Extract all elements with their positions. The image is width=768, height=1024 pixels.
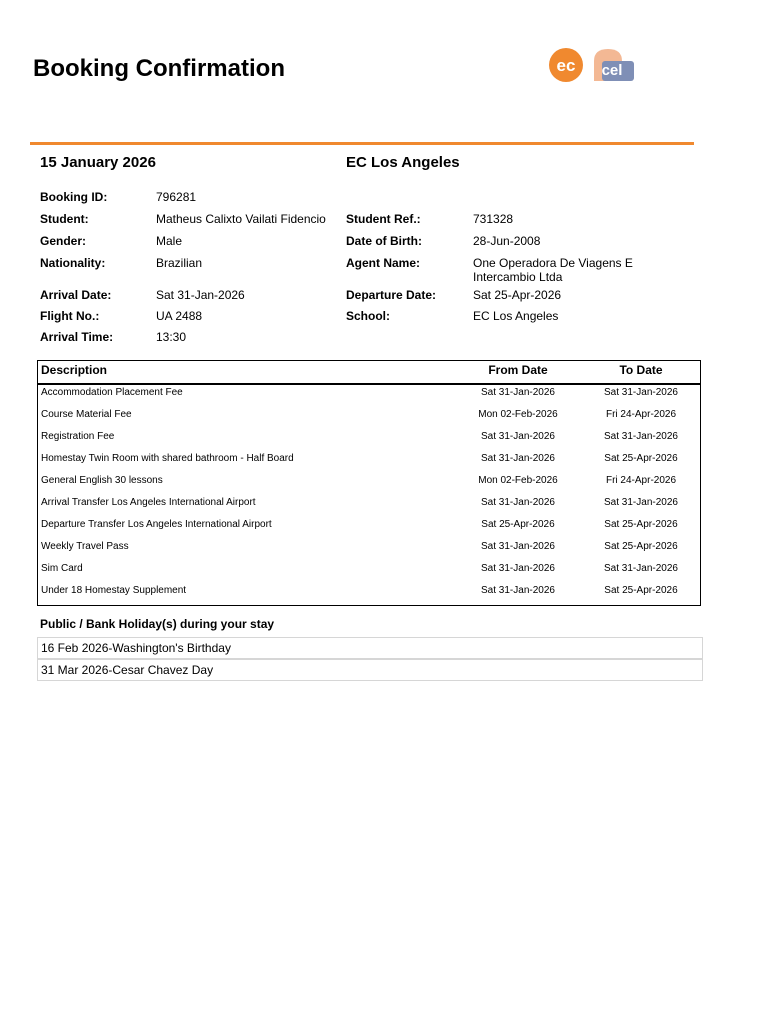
row-from-date: Sat 31-Jan-2026 bbox=[481, 431, 555, 442]
arrival-date-label: Arrival Date: bbox=[40, 288, 112, 302]
confirmation-date: 15 January 2026 bbox=[40, 154, 156, 171]
row-to-date: Sat 31-Jan-2026 bbox=[604, 431, 678, 442]
school-heading: EC Los Angeles bbox=[346, 154, 460, 171]
school-label: School: bbox=[346, 309, 390, 323]
table-row bbox=[38, 561, 700, 583]
row-description: Weekly Travel Pass bbox=[41, 541, 129, 552]
row-from-date: Sat 31-Jan-2026 bbox=[481, 563, 555, 574]
arrival-time-value: 13:30 bbox=[156, 330, 187, 344]
table-row bbox=[38, 539, 700, 561]
row-to-date: Sat 25-Apr-2026 bbox=[604, 519, 678, 530]
flight-label: Flight No.: bbox=[40, 309, 100, 323]
holidays-title: Public / Bank Holiday(s) during your stay bbox=[40, 617, 275, 631]
dob-label: Date of Birth: bbox=[346, 234, 422, 248]
nationality-label: Nationality: bbox=[40, 256, 106, 270]
table-row bbox=[38, 451, 700, 473]
svg-text:ec: ec bbox=[556, 56, 576, 75]
row-to-date: Sat 31-Jan-2026 bbox=[604, 387, 678, 398]
row-to-date: Sat 25-Apr-2026 bbox=[604, 585, 678, 596]
table-row bbox=[38, 473, 700, 495]
header-divider bbox=[30, 142, 694, 145]
row-from-date: Sat 31-Jan-2026 bbox=[481, 497, 555, 508]
row-to-date: Sat 25-Apr-2026 bbox=[604, 541, 678, 552]
row-from-date: Mon 02-Feb-2026 bbox=[478, 475, 558, 486]
table-row bbox=[38, 429, 700, 451]
row-description: Registration Fee bbox=[41, 431, 115, 442]
dob-value: 28-Jun-2008 bbox=[473, 234, 541, 248]
booking-id-value: 796281 bbox=[156, 190, 197, 204]
table-row bbox=[38, 407, 700, 429]
school-value: EC Los Angeles bbox=[473, 309, 559, 323]
services-table-header bbox=[38, 361, 700, 385]
list-item: 31 Mar 2026-Cesar Chavez Day bbox=[37, 659, 703, 681]
table-row bbox=[38, 517, 700, 539]
agent-value: One Operadora De Viagens E Intercambio Ltda bbox=[473, 256, 633, 284]
list-item: 16 Feb 2026-Washington's Birthday bbox=[37, 637, 703, 659]
row-description: Course Material Fee bbox=[41, 409, 132, 420]
student-ref-value: 731328 bbox=[473, 212, 514, 226]
table-row bbox=[38, 583, 700, 605]
table-row bbox=[38, 495, 700, 517]
student-ref-label: Student Ref.: bbox=[346, 212, 421, 226]
row-from-date: Mon 02-Feb-2026 bbox=[478, 409, 558, 420]
row-description: Homestay Twin Room with shared bathroom - Half Board bbox=[41, 453, 294, 464]
row-description: Accommodation Placement Fee bbox=[41, 387, 183, 398]
holidays-list bbox=[37, 637, 703, 681]
page-title: Booking Confirmation bbox=[33, 55, 285, 82]
row-description: Under 18 Homestay Supplement bbox=[41, 585, 187, 596]
arrival-time-label: Arrival Time: bbox=[40, 330, 114, 344]
row-to-date: Fri 24-Apr-2026 bbox=[605, 409, 677, 420]
header-to-date: To Date bbox=[619, 363, 663, 377]
row-to-date: Sat 25-Apr-2026 bbox=[604, 453, 678, 464]
header-description: Description bbox=[41, 363, 108, 377]
row-from-date: Sat 25-Apr-2026 bbox=[481, 519, 555, 530]
flight-value: UA 2488 bbox=[156, 309, 203, 323]
cel-logo bbox=[594, 49, 634, 81]
services-table bbox=[37, 360, 701, 606]
row-to-date: Fri 24-Apr-2026 bbox=[605, 475, 677, 486]
booking-id-label: Booking ID: bbox=[40, 190, 108, 204]
header-from-date: From Date bbox=[488, 363, 548, 377]
row-description: Departure Transfer Los Angeles International Airport bbox=[41, 519, 272, 530]
brand-logos bbox=[548, 47, 636, 83]
svg-text:cel: cel bbox=[601, 62, 623, 79]
departure-date-value: Sat 25-Apr-2026 bbox=[473, 288, 562, 302]
departure-date-label: Departure Date: bbox=[346, 288, 437, 302]
row-from-date: Sat 31-Jan-2026 bbox=[481, 387, 555, 398]
row-description: Arrival Transfer Los Angeles International Airport bbox=[41, 497, 256, 508]
ec-logo bbox=[549, 48, 583, 82]
row-to-date: Sat 31-Jan-2026 bbox=[604, 497, 678, 508]
nationality-value: Brazilian bbox=[156, 256, 203, 270]
row-description: Sim Card bbox=[41, 563, 83, 574]
student-value: Matheus Calixto Vailati Fidencio bbox=[156, 212, 326, 226]
row-to-date: Sat 31-Jan-2026 bbox=[604, 563, 678, 574]
gender-value: Male bbox=[156, 234, 183, 248]
arrival-date-value: Sat 31-Jan-2026 bbox=[156, 288, 245, 302]
row-description: General English 30 lessons bbox=[41, 475, 163, 486]
student-label: Student: bbox=[40, 212, 89, 226]
row-from-date: Sat 31-Jan-2026 bbox=[481, 585, 555, 596]
row-from-date: Sat 31-Jan-2026 bbox=[481, 541, 555, 552]
gender-label: Gender: bbox=[40, 234, 87, 248]
table-row bbox=[38, 385, 700, 407]
agent-label: Agent Name: bbox=[346, 256, 421, 270]
row-from-date: Sat 31-Jan-2026 bbox=[481, 453, 555, 464]
